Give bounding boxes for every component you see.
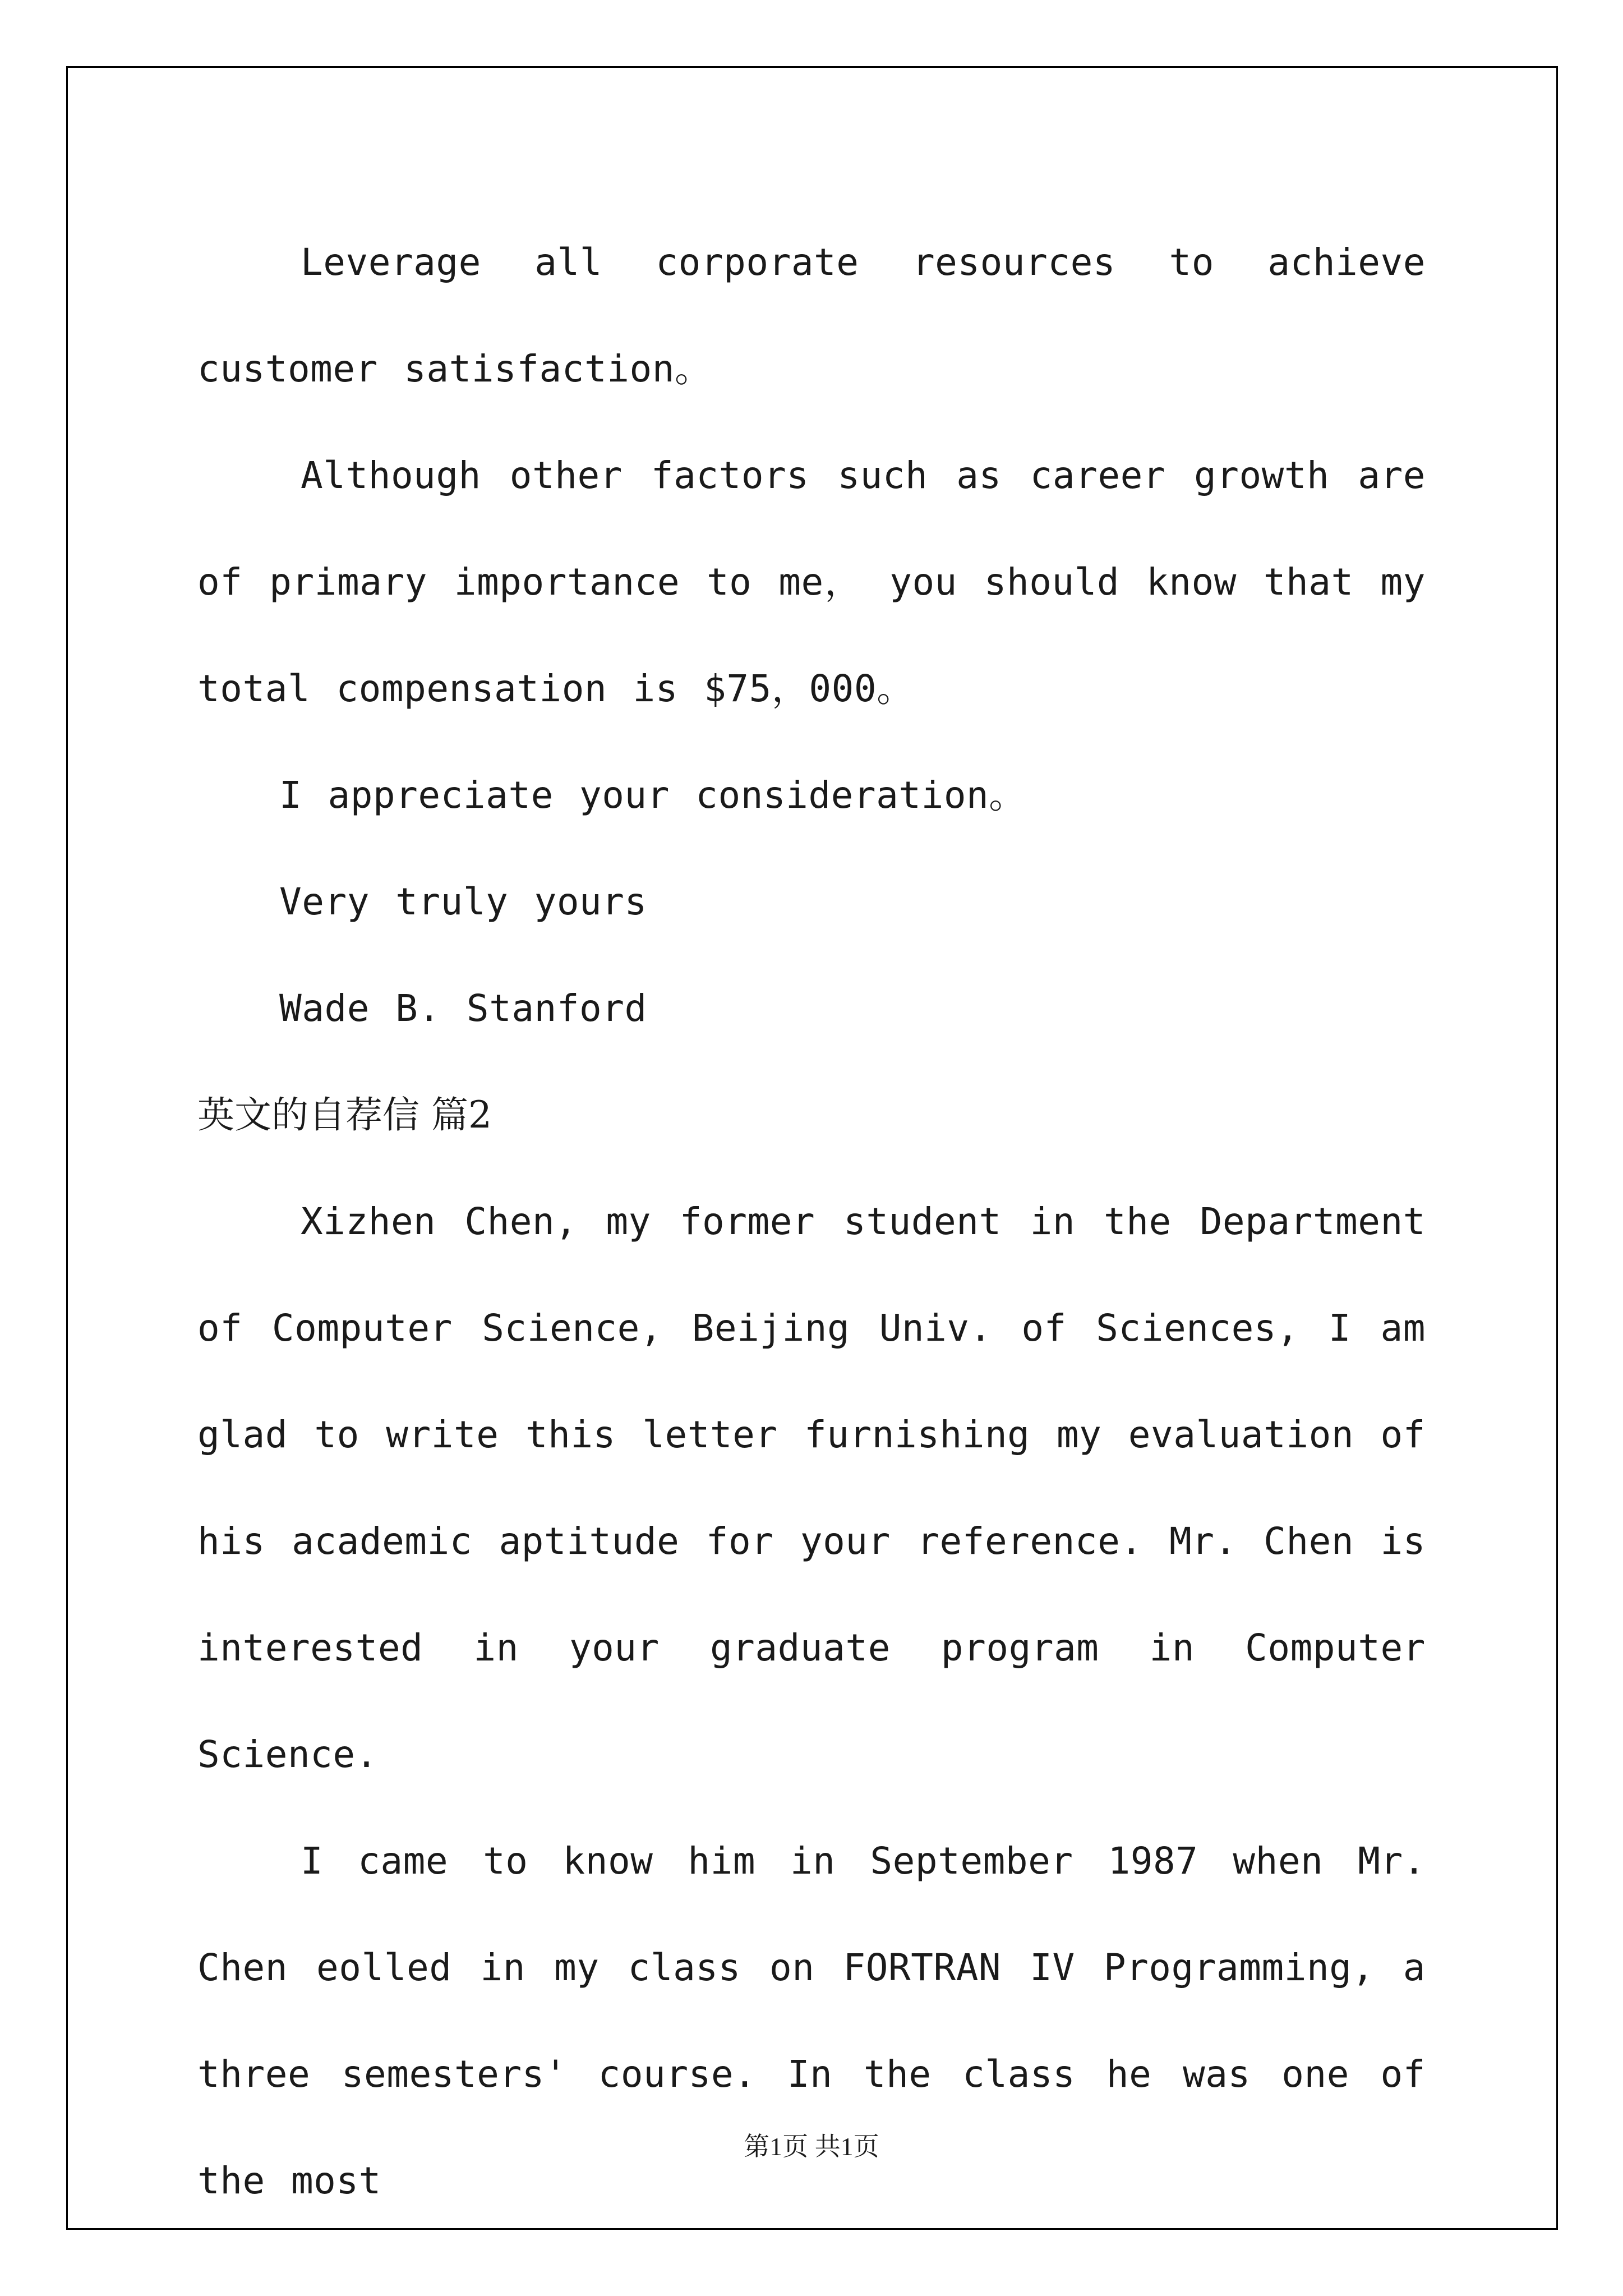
document-body (197, 209, 1426, 2234)
paragraph: Leverage all corporate resources to achieve customer satisfaction。 (197, 241, 1426, 390)
page-footer: 第1页 共1页 (744, 2132, 879, 2161)
paragraph: Xizhen Chen, my former student in the Department of Computer Science, Beijing Univ. of Sciences, I am glad to write this letter furnishing my evaluation of his academic aptitude for your reference. Mr. Chen is interested in your graduate program in Computer Science. (197, 1200, 1426, 1776)
closing-line: I appreciate your consideration。 (279, 774, 1026, 817)
paragraph: Although other factors such as career growth are of primary importance to me， you should know that my total compensation is $75，000。 (197, 454, 1426, 710)
paragraph: I came to know him in September 1987 when Mr. Chen eolled in my class on FORTRAN IV Programming, a three semesters' course. In the class he was one of the most (197, 1839, 1426, 2202)
section-heading: 英文的自荐信 篇2 (197, 1093, 492, 1137)
signature-name: Wade B. Stanford (279, 987, 647, 1030)
closing-line: Very truly yours (279, 880, 647, 923)
